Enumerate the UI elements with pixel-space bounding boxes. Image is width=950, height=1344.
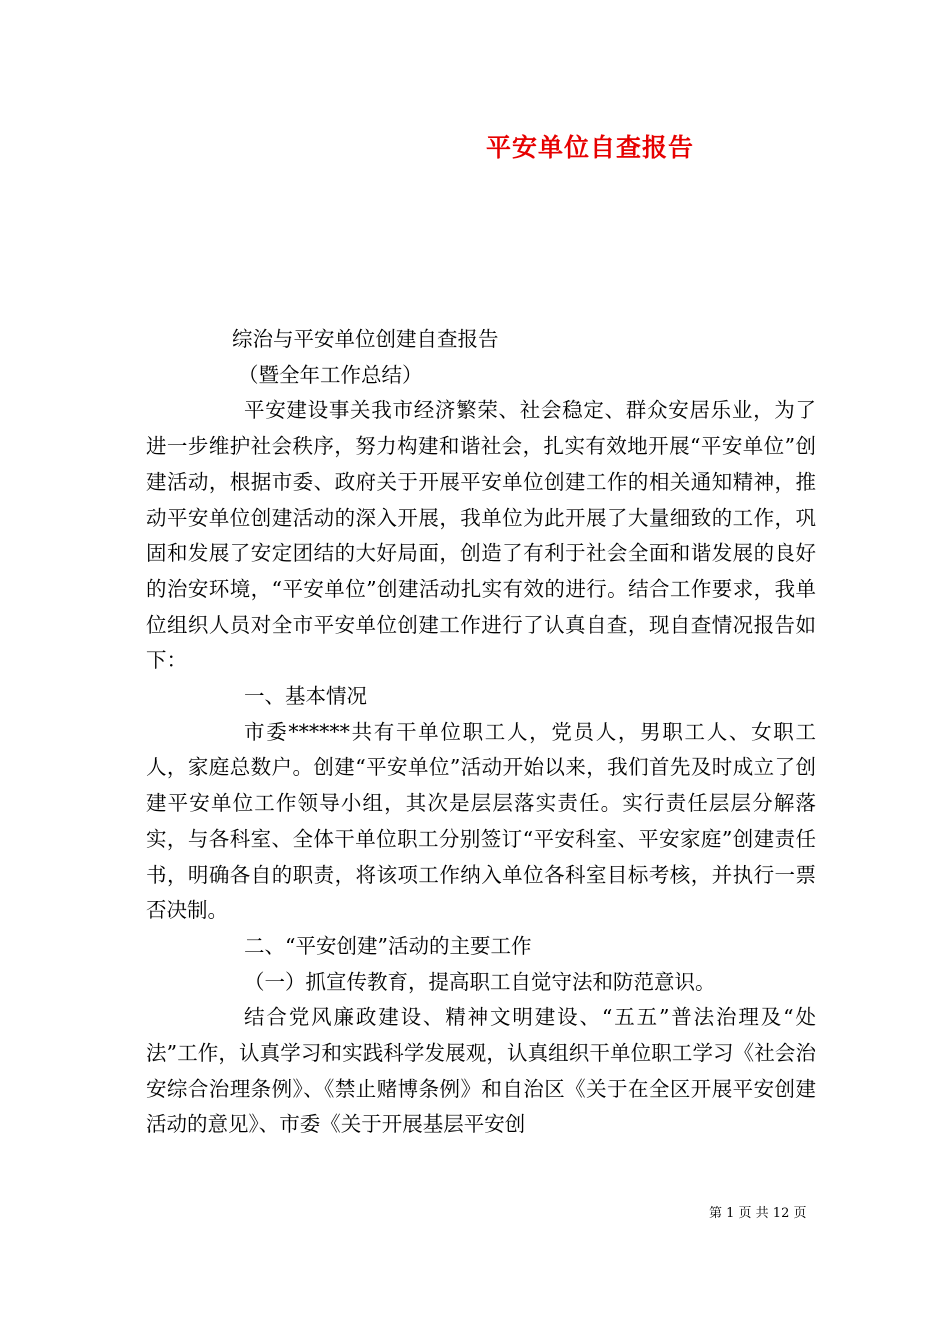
subsection-heading-education: （一）抓宣传教育，提高职工自觉守法和防范意识。 [244, 969, 716, 994]
section-heading-main-work: 二、“平安创建”活动的主要工作 [244, 933, 532, 958]
document-title: 平安单位自查报告 [485, 133, 694, 162]
page-number: 第 1 页 共 12 页 [709, 1206, 807, 1221]
paragraph-education: 结合党风廉政建设、精神文明建设、“五五”普法治理及“处法”工作，认真学习和实践科学发展观，认真组织干单位职工学习《社会治安综合治理条例》、《禁止赌博条例》和自治区《关于在全区开展平安创建活动的意见》、市委《关于开展基层平安创 [146, 1005, 816, 1137]
report-subtitle-note: （暨全年工作总结） [238, 362, 423, 387]
paragraph-intro: 平安建设事关我市经济繁荣、社会稳定、群众安居乐业，为了进一步维护社会秩序，努力构建和谐社会，扎实有效地开展“平安单位”创建活动，根据市委、政府关于开展平安单位创建工作的相关通知精神，推动平安单位创建活动的深入开展，我单位为此开展了大量细致的工作，巩固和发展了安定团结的大好局面，创造了有利于社会全面和谐发展的良好的治安环境，“平安单位”创建活动扎实有效的进行。结合工作要求，我单位组织人员对全市平安单位创建工作进行了认真自查，现自查情况报告如下： [146, 398, 816, 673]
report-subtitle: 综治与平安单位创建自查报告 [232, 327, 499, 351]
document-body [146, 322, 816, 1143]
section-heading-basic: 一、基本情况 [244, 684, 367, 709]
paragraph-basic: 市委******共有干单位职工人，党员人，男职工人、女职工人，家庭总数户。创建“平安单位”活动开始以来，我们首先及时成立了创建平安单位工作领导小组，其次是层层落实责任。实行责任层层分解落实，与各科室、全体干单位职工分别签订“平安科室、平安家庭”创建责任书，明确各自的职责，将该项工作纳入单位各科室目标考核，并执行一票否决制。 [146, 719, 816, 923]
